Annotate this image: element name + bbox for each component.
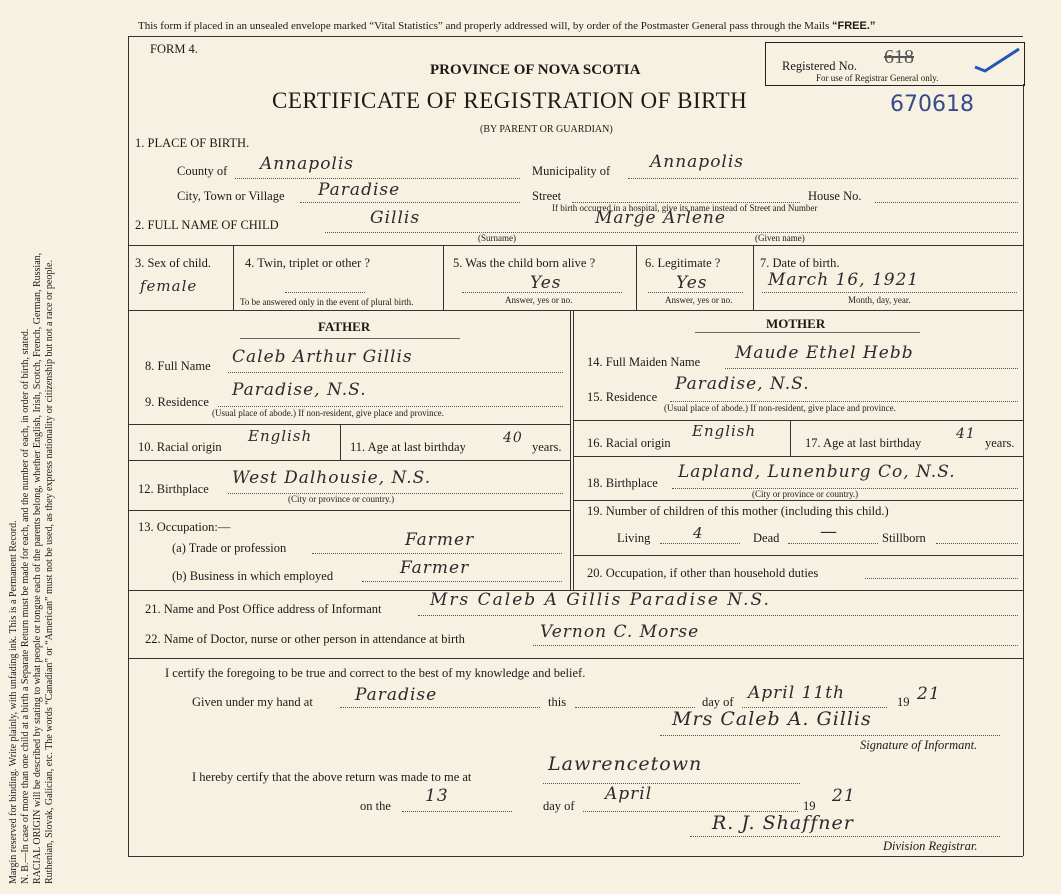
reg-day-of-label: day of [543, 799, 575, 813]
dead-line [788, 543, 878, 544]
county-line [235, 178, 520, 179]
registrar-day: 13 [425, 786, 449, 806]
stamp-number: 670618 [890, 92, 974, 117]
legit-note: Answer, yes or no. [665, 295, 733, 305]
trade-label: (a) Trade or profession [172, 541, 287, 555]
reg-year-prefix: 19 [803, 799, 816, 813]
form-number: FORM 4. [150, 42, 198, 56]
registered-value: 618 [884, 46, 914, 68]
street-label: Street [532, 189, 562, 203]
business-line [362, 581, 562, 582]
this-label: this [548, 695, 567, 709]
informant-signature: Mrs Caleb A. Gillis [672, 708, 872, 730]
informant-label: 21. Name and Post Office address of Informant [145, 602, 382, 616]
surname-caption: (Surname) [478, 233, 516, 243]
mother-header: MOTHER [766, 316, 826, 331]
bottom-rule [128, 856, 1023, 857]
day-of-label: day of [702, 695, 734, 709]
left-border [128, 36, 129, 856]
registered-note: For use of Registrar General only. [816, 73, 939, 83]
margin-note-2: N. B.—In case of more than one child at a birth a Separate Return must be made for each, and the number of each, in order of birth, stated. [20, 328, 31, 884]
parents-divider [570, 310, 571, 590]
father-birthplace-note: (City or province or country.) [288, 494, 395, 504]
rule-father-3 [128, 510, 570, 511]
mother-occupation-label: 20. Occupation, if other than household duties [587, 566, 819, 580]
mother-name: Maude Ethel Hebb [735, 343, 914, 363]
father-header-rule [240, 338, 460, 339]
stillborn-line [936, 543, 1018, 544]
alive-value: Yes [530, 273, 562, 293]
rule-father-2 [128, 460, 570, 461]
on-day-line [402, 811, 512, 812]
mother-residence: Paradise, N.S. [675, 374, 810, 394]
informant-value: Mrs Caleb A Gillis Paradise N.S. [430, 590, 771, 610]
informant-signature-line [660, 735, 1000, 736]
child-name-label: 2. FULL NAME OF CHILD [135, 218, 279, 232]
registrar-signature: R. J. Shaffner [712, 812, 854, 834]
mother-name-label: 14. Full Maiden Name [587, 355, 701, 369]
mother-header-rule [695, 332, 920, 333]
father-racial: English [248, 427, 313, 445]
father-name: Caleb Arthur Gillis [232, 347, 413, 367]
city-line [300, 202, 520, 203]
margin-note-4: Ruthenian, Slovak, Galician, etc. The words “Canadian” or “American” must not be used, as they express nationality or citizenship but not a race or people. [44, 259, 55, 884]
municipality-line [628, 178, 1018, 179]
sex-value: female [140, 277, 198, 295]
mother-residence-label: 15. Residence [587, 390, 658, 404]
registrar-text: I hereby certify that the above return was made to me at [192, 770, 472, 784]
rule-row3-top [128, 245, 1023, 246]
given-place-line [340, 707, 540, 708]
dob-label: 7. Date of birth. [760, 256, 840, 270]
father-residence-label: 9. Residence [145, 395, 209, 409]
dob-note: Month, day, year. [848, 295, 911, 305]
alive-note: Answer, yes or no. [505, 295, 573, 305]
legit-label: 6. Legitimate ? [645, 256, 721, 270]
place-label: 1. PLACE OF BIRTH. [135, 136, 250, 150]
certificate-subtitle: (BY PARENT OR GUARDIAN) [480, 124, 613, 135]
margin-note-1: Margin reserved for binding. Write plainly, with unfading ink. This is a Permanent Record. [8, 520, 19, 884]
registrar-month: April [605, 784, 653, 804]
alive-label: 5. Was the child born alive ? [453, 256, 596, 270]
registrar-signature-line [690, 836, 1000, 837]
rule-row3-bottom [128, 310, 1023, 311]
child-surname: Gillis [370, 208, 421, 228]
rule-mother-1 [573, 420, 1023, 421]
given-label: Given under my hand at [192, 695, 313, 709]
father-birthplace: West Dalhousie, N.S. [232, 468, 432, 488]
twin-line [285, 292, 365, 293]
mother-age: 41 [956, 426, 976, 442]
dob-value: March 16, 1921 [768, 270, 920, 290]
registrar-place-line [543, 783, 800, 784]
father-residence-line [218, 406, 563, 407]
mother-age-divider [790, 420, 791, 456]
twin-label: 4. Twin, triplet or other ? [245, 256, 370, 270]
given-year: 21 [917, 684, 941, 704]
child-given: Marge Arlene [595, 208, 726, 228]
father-age: 40 [503, 430, 523, 446]
rule-mother-4 [573, 555, 1023, 556]
father-name-label: 8. Full Name [145, 359, 211, 373]
municipality-label: Municipality of [532, 164, 611, 178]
rule-mother-2 [573, 456, 1023, 457]
mother-birthplace: Lapland, Lunenburg Co, N.S. [678, 462, 956, 482]
registrar-title: Division Registrar. [883, 839, 978, 853]
parents-divider-2 [573, 310, 574, 590]
given-caption: (Given name) [755, 233, 805, 243]
divider-1 [233, 245, 234, 310]
top-rule [128, 36, 1023, 37]
house-line [875, 202, 1018, 203]
doctor-value: Vernon C. Morse [540, 622, 700, 642]
father-years: years. [532, 440, 562, 454]
living-label: Living [617, 531, 651, 545]
given-place: Paradise [355, 685, 438, 705]
mother-age-label: 17. Age at last birthday [805, 436, 922, 450]
checkmark-icon [971, 45, 1023, 75]
father-birthplace-label: 12. Birthplace [138, 482, 209, 496]
county-label: County of [177, 164, 228, 178]
registrar-year: 21 [832, 786, 856, 806]
right-border [1023, 84, 1024, 856]
registrar-place: Lawrencetown [548, 753, 703, 775]
mother-years: years. [985, 436, 1015, 450]
father-residence: Paradise, N.S. [232, 380, 367, 400]
informant-signature-caption: Signature of Informant. [860, 738, 978, 752]
living-value: 4 [693, 524, 704, 542]
father-name-line [228, 372, 563, 373]
mother-racial-label: 16. Racial origin [587, 436, 671, 450]
margin-notes [8, 253, 56, 884]
house-label: House No. [808, 189, 862, 203]
business-value: Farmer [400, 558, 470, 578]
given-day: April 11th [748, 683, 845, 703]
children-label: 19. Number of children of this mother (including this child.) [587, 504, 889, 518]
mother-residence-line [670, 401, 1018, 402]
province-heading: PROVINCE OF NOVA SCOTIA [430, 62, 641, 78]
margin-note-3: RACIAL ORIGIN will be described by stating to what people or tongue each of the parents belong, whether English, Irish, Scotch, French, German, Russian, [32, 252, 43, 884]
twin-note: To be answered only in the event of plural birth. [240, 297, 414, 307]
given-year-prefix: 19 [897, 695, 910, 709]
father-age-divider [340, 424, 341, 460]
occupation-label: 13. Occupation:— [138, 520, 231, 534]
city-value: Paradise [318, 180, 401, 200]
sex-label: 3. Sex of child. [135, 256, 212, 270]
living-line [660, 543, 740, 544]
mail-notice: This form if placed in an unsealed envelope marked “Vital Statistics” and properly addressed will, by order of the Postmaster General pass through the Mails “FREE.” [138, 20, 876, 32]
dob-line [762, 292, 1017, 293]
doctor-label: 22. Name of Doctor, nurse or other person in attendance at birth [145, 632, 465, 646]
certify-text: I certify the foregoing to be true and correct to the best of my knowledge and belief. [165, 666, 586, 680]
rule-certify-top [128, 658, 1023, 659]
mother-racial: English [692, 422, 757, 440]
trade-line [312, 553, 562, 554]
mother-birthplace-note: (City or province or country.) [752, 489, 859, 499]
rule-mother-3 [573, 500, 1023, 501]
informant-line [418, 615, 1018, 616]
trade-value: Farmer [405, 530, 475, 550]
stillborn-label: Stillborn [882, 531, 926, 545]
city-label: City, Town or Village [177, 189, 285, 203]
divider-3 [636, 245, 637, 310]
father-residence-note: (Usual place of abode.) If non-resident, give place and province. [212, 408, 444, 418]
business-label: (b) Business in which employed [172, 569, 334, 583]
rule-father-1 [128, 424, 570, 425]
hospital-note: If birth occurred in a hospital, give its name instead of Street and Number [552, 203, 818, 213]
dead-label: Dead [753, 531, 780, 545]
mother-residence-note: (Usual place of abode.) If non-resident, give place and province. [664, 403, 896, 413]
father-racial-label: 10. Racial origin [138, 440, 222, 454]
mother-occupation-line [865, 578, 1018, 579]
mother-name-line [725, 368, 1018, 369]
divider-2 [443, 245, 444, 310]
county-value: Annapolis [260, 154, 355, 174]
father-age-label: 11. Age at last birthday [350, 440, 466, 454]
municipality-value: Annapolis [650, 152, 745, 172]
doctor-line [533, 645, 1018, 646]
registered-label: Registered No. [782, 59, 857, 73]
dead-value: — [820, 522, 838, 542]
divider-4 [753, 245, 754, 310]
mother-birthplace-label: 18. Birthplace [587, 476, 658, 490]
father-header: FATHER [318, 319, 371, 334]
registered-box [765, 42, 1025, 86]
father-birthplace-line [228, 493, 563, 494]
on-the-label: on the [360, 799, 391, 813]
child-name-line [325, 232, 1018, 233]
legit-value: Yes [676, 273, 708, 293]
certificate-title: CERTIFICATE OF REGISTRATION OF BIRTH [272, 88, 748, 113]
